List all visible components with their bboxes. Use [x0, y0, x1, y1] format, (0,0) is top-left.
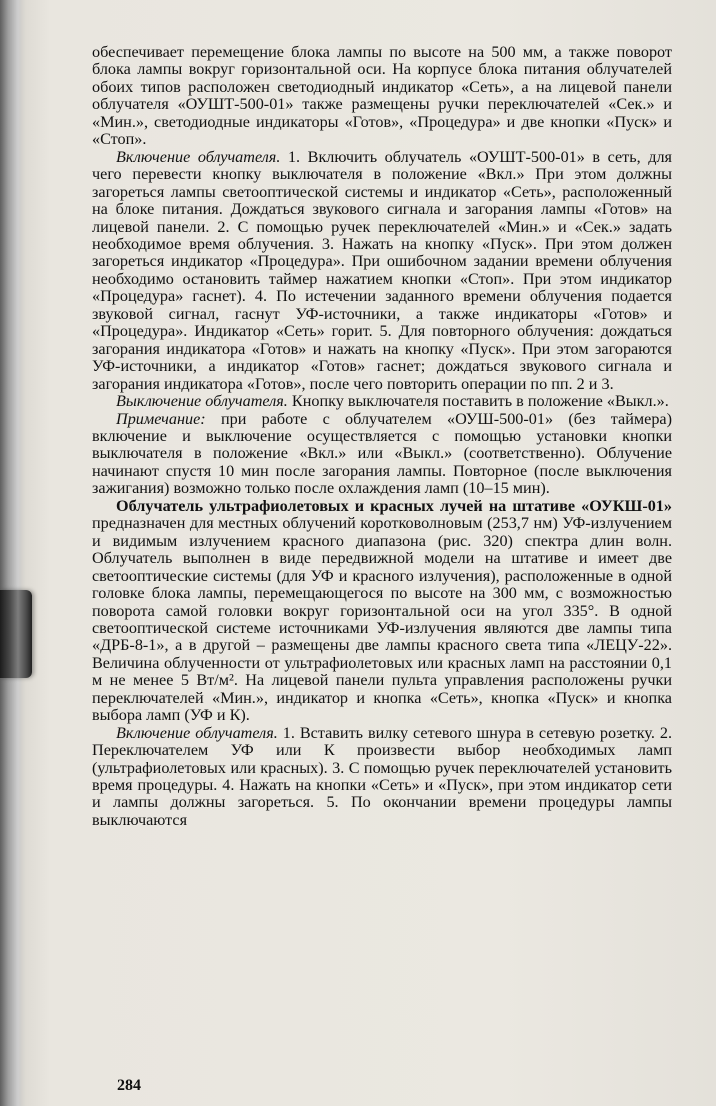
switch-off-text: Кнопку выключателя поставить в положение «Выкл.». — [287, 392, 669, 411]
note-text: при работе с облучателем «ОУШ-500-01» (без таймера) включение и выключение осуществляется с помощью установки кнопки выключателя в положение «Вкл.» или «Выкл.» (соответственно). Облучение начинают спустя 10 мин после загорания лампы. Повторное (после выключения зажигания) возможно только после охлаждения ламп (10–15 мин). — [92, 409, 672, 498]
page-text-block — [92, 44, 672, 829]
page-number: 284 — [117, 1077, 141, 1094]
switch-on-text: 1. Включить облучатель «ОУШТ-500-01» в сеть, для чего перевести кнопку выключателя в положение «Вкл.» При этом должны загореться лампы светооптической системы и индикатор «Сеть», расположенный на блоке питания. Дождаться звукового сигнала и загорания лампы «Готов» на лицевой панели. 2. С помощью ручек переключателей «Мин.» и «Сек.» задать необходимое время облучения. 3. Нажать на кнопку «Пуск». При этом должен загореться индикатор «Процедура». При ошибочном задании времени облучения необходимо остановить таймер нажатием кнопки «Стоп». При этом индикатор «Процедура» гаснет). 4. По истечении заданного времени облучения подается звуковой сигнал, гаснут УФ-источники, а также индикаторы «Готов» и «Процедура». Индикатор «Сеть» горит. 5. Для повторного облучения: дождаться загорания индикатора «Готов» и нажать на кнопку «Пуск». При этом загораются УФ-источники, а индикатор «Готов» гаснет; дождаться звукового сигнала и загорания индикатора «Готов», после чего повторить операции по пп. 2 и 3. — [92, 147, 672, 393]
switch-off-title: Выключение облучателя. — [116, 392, 288, 411]
device-text: предназначен для местных облучений коротковолновым (253,7 нм) УФ-излучением и видимым излучением красного диапазона (рис. 320) спектра длин волн. Облучатель выполнен в виде передвижной модели на штативе и имеет две светооптические системы (для УФ и красного излучения), расположенные в одной головке блока лампы, перемещающегося по высоте на 300 мм, с возможностью поворота самой головки вокруг горизонтальной оси на угол 335°. В одной светооптической системе источниками УФ-излучения являются две лампы типа «ДРБ-8-1», а в другой – размещены две лампы красного света типа «ЛЕЦУ-22». Величина облученности от ультрафиолетовых или красных ламп на расстоянии 0,1 м не менее 5 Вт/м². На лицевой панели пульта управления расположены ручки переключателей «Мин.», индикатор и кнопка «Сеть», кнопка «Пуск» и кнопка выбора ламп (УФ и К). — [92, 514, 672, 725]
page-binding-shadow — [0, 0, 22, 1106]
device-title: Облучатель ультрафиолетовых и красных лучей на штативе «ОУКШ-01» — [116, 496, 672, 515]
switch-on-2-text: 1. Вставить вилку сетевого шнура в сетевую розетку. 2. Переключателем УФ или К произвести выбор необходимых ламп (ультрафиолетовых или красных). 3. С помощью ручек переключателей установить время процедуры. 4. Нажать на кнопки «Сеть» и «Пуск», при этом индикатор сети и лампы должны загореться. 5. По окончании времени процедуры лампы выключаются — [92, 723, 672, 829]
switch-on-2-title: Включение облучателя. — [116, 723, 278, 742]
metal-page-clip — [0, 590, 32, 678]
switch-on-2-paragraph — [92, 725, 672, 830]
switch-on-paragraph — [92, 149, 672, 393]
intro-paragraph: обеспечивает перемещение блока лампы по высоте на 500 мм, а также поворот блока лампы вокруг горизонтальной оси. На корпусе блока питания облучателей обоих типов расположен светодиодный индикатор «Сеть», а на лицевой панели облучателя «ОУШТ-500-01» также размещены ручки переключателей «Сек.» и «Мин.», светодиодные индикаторы «Готов», «Процедура» и две кнопки «Пуск» и «Стоп». — [92, 43, 672, 149]
note-title: Примечание: — [116, 409, 206, 428]
note-paragraph — [92, 411, 672, 498]
device-paragraph — [92, 498, 672, 725]
switch-on-title: Включение облучателя. — [116, 147, 281, 166]
switch-off-paragraph — [92, 393, 672, 410]
